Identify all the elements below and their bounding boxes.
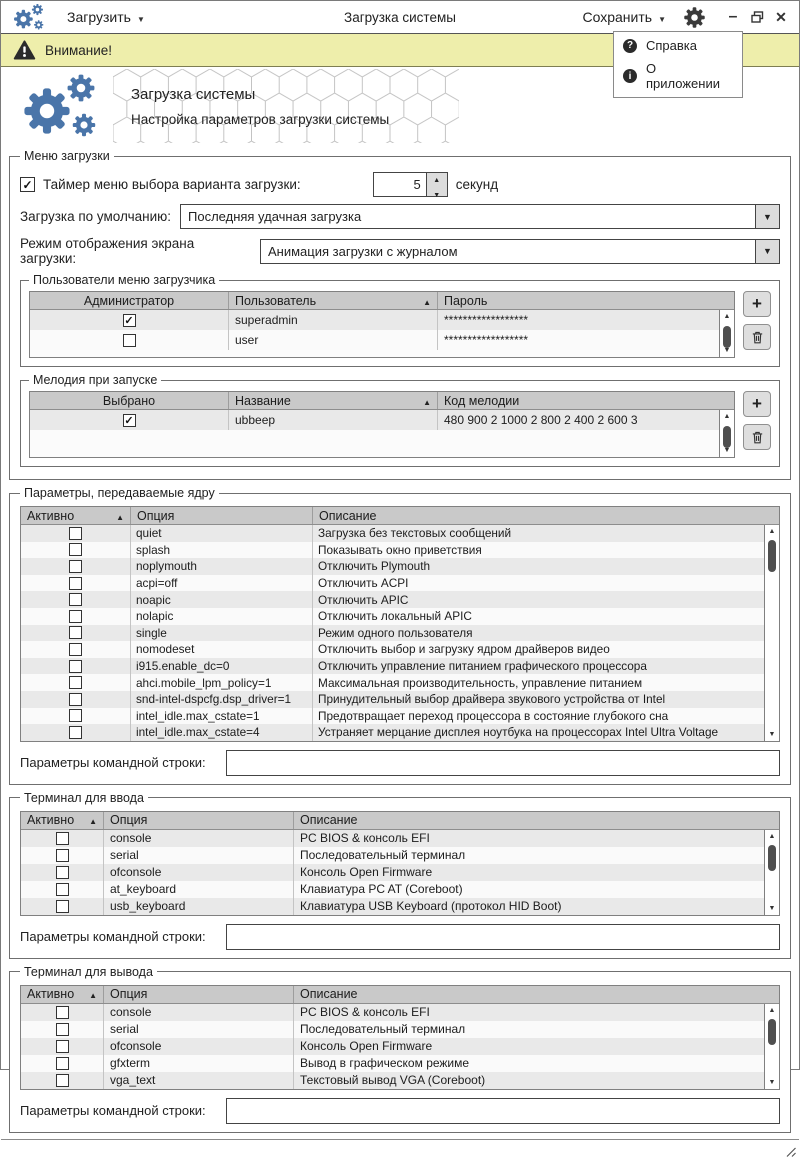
table-row[interactable] — [21, 658, 764, 675]
cell-option: single — [131, 625, 313, 642]
row-checkbox-cell[interactable] — [30, 410, 229, 430]
group-output-terminal-legend: Терминал для вывода — [24, 964, 153, 979]
melody-table — [29, 391, 735, 458]
column-header-name[interactable]: Название ▲ — [229, 392, 438, 409]
save-button-label: Сохранить — [582, 9, 653, 25]
scroll-down-icon[interactable] — [765, 728, 779, 741]
row-checkbox-cell[interactable] — [21, 830, 104, 847]
group-startup-melody — [20, 373, 780, 467]
table-row[interactable] — [21, 558, 764, 575]
chevron-down-icon — [658, 9, 666, 25]
cell-user: user — [229, 330, 438, 350]
menu-item-help[interactable] — [614, 34, 742, 57]
table-row[interactable] — [21, 525, 764, 542]
row-checkbox[interactable] — [56, 883, 69, 896]
default-boot-label: Загрузка по умолчанию: — [20, 209, 171, 224]
row-checkbox-cell[interactable] — [21, 658, 131, 675]
cell-user: superadmin — [229, 310, 438, 330]
vertical-scrollbar[interactable] — [764, 1004, 779, 1089]
trash-icon — [750, 330, 765, 345]
table-row[interactable] — [21, 1038, 764, 1055]
cell-description: Отключить ACPI — [318, 576, 409, 591]
page-title: Загрузка системы — [131, 85, 256, 103]
timer-checkbox[interactable]: ✓ — [20, 177, 35, 192]
row-checkbox-cell[interactable] — [21, 1055, 104, 1072]
top-toolbar — [1, 1, 799, 34]
sort-ascending-icon — [423, 394, 431, 408]
cell-description: Консоль Open Firmware — [300, 1039, 433, 1054]
row-checkbox[interactable] — [56, 1023, 69, 1036]
users-table-header[interactable] — [30, 292, 734, 310]
cmdline-label: Параметры командной строки: — [20, 1103, 206, 1119]
table-row[interactable] — [30, 310, 719, 330]
cell-name: ubbeep — [229, 410, 438, 430]
column-header-option[interactable]: Опция — [131, 507, 313, 524]
output-terminal-cmdline-input[interactable] — [226, 1098, 780, 1124]
cell-option: console — [104, 830, 294, 847]
row-checkbox[interactable]: ✓ — [124, 314, 134, 327]
scroll-down-icon[interactable] — [720, 344, 734, 357]
cell-description: Клавиатура USB Keyboard (протокол HID Boot) — [300, 899, 562, 914]
cell-option: serial — [104, 847, 294, 864]
row-checkbox[interactable] — [69, 709, 82, 722]
cell-description: Отключить APIC — [318, 592, 409, 607]
row-checkbox[interactable] — [56, 1057, 69, 1070]
input-terminal-cmdline-input[interactable] — [226, 924, 780, 950]
menu-item-about[interactable] — [614, 57, 742, 95]
table-row[interactable] — [21, 575, 764, 592]
cell-option: ahci.mobile_lpm_policy=1 — [131, 674, 313, 691]
row-checkbox[interactable] — [56, 1040, 69, 1053]
row-checkbox[interactable] — [56, 832, 69, 845]
row-checkbox[interactable] — [69, 577, 82, 590]
warning-triangle-icon — [13, 40, 36, 60]
cell-description: PC BIOS & консоль EFI — [300, 831, 430, 846]
table-row[interactable] — [21, 864, 764, 881]
output-terminal-table — [20, 985, 780, 1090]
cell-description: Последовательный терминал — [300, 1022, 466, 1037]
group-input-terminal — [9, 791, 791, 959]
combo-arrow-icon[interactable] — [755, 240, 779, 263]
kernel-table-header[interactable] — [21, 507, 779, 525]
cell-option: snd-intel-dspcfg.dsp_driver=1 — [131, 691, 313, 708]
output-terminal-header[interactable] — [21, 986, 779, 1004]
row-checkbox-cell[interactable] — [21, 1038, 104, 1055]
column-header-description[interactable]: Описание — [319, 508, 377, 523]
cell-option: acpi=off — [131, 575, 313, 592]
minimize-button[interactable]: – — [728, 8, 738, 25]
close-button[interactable]: ✕ — [775, 8, 787, 25]
cell-description: Отключить управление питанием графического процессора — [318, 659, 647, 674]
default-boot-value: Последняя удачная загрузка — [188, 209, 362, 224]
row-checkbox[interactable] — [69, 676, 82, 689]
table-row[interactable] — [21, 691, 764, 708]
cell-option: ofconsole — [104, 1038, 294, 1055]
table-row[interactable] — [21, 1072, 764, 1089]
table-row[interactable] — [30, 410, 719, 430]
menu-item-label: О приложении — [646, 61, 720, 91]
row-checkbox-cell[interactable] — [30, 330, 229, 350]
cell-description: Клавиатура PC AT (Coreboot) — [300, 882, 463, 897]
cell-description: Консоль Open Firmware — [300, 865, 433, 880]
load-button[interactable] — [63, 7, 149, 27]
vertical-scrollbar[interactable] — [764, 830, 779, 915]
group-startup-melody-legend: Мелодия при запуске — [33, 373, 158, 387]
cell-password: ****************** — [444, 333, 529, 347]
table-row[interactable] — [21, 591, 764, 608]
column-header-active[interactable]: Активно ▲ — [21, 986, 104, 1003]
cell-option: intel_idle.max_cstate=1 — [131, 708, 313, 725]
timer-label: Таймер меню выбора варианта загрузки: — [43, 177, 301, 192]
group-output-terminal — [9, 965, 791, 1133]
scroll-up-icon[interactable] — [720, 410, 734, 423]
column-header-option[interactable]: Опция — [104, 812, 294, 829]
menu-item-label: Справка — [646, 38, 697, 53]
sort-ascending-icon — [423, 294, 431, 308]
info-circle-icon: i — [623, 69, 637, 83]
cell-option: ofconsole — [104, 864, 294, 881]
cell-option: noplymouth — [131, 558, 313, 575]
cell-option: usb_keyboard — [104, 898, 294, 915]
table-row[interactable] — [21, 881, 764, 898]
table-row[interactable] — [21, 608, 764, 625]
cell-description: Режим одного пользователя — [318, 625, 473, 640]
scrollbar-thumb[interactable] — [768, 1019, 776, 1045]
cell-password: ****************** — [444, 313, 529, 327]
table-row[interactable] — [21, 641, 764, 658]
warning-text: Внимание! — [45, 42, 113, 58]
row-checkbox-cell[interactable] — [21, 898, 104, 915]
spinner-arrows[interactable] — [426, 173, 447, 196]
column-header-user[interactable]: Пользователь ▲ — [229, 292, 438, 309]
column-header-selected[interactable]: Выбрано — [30, 392, 229, 409]
row-checkbox-cell[interactable] — [21, 608, 131, 625]
row-checkbox-cell[interactable] — [21, 881, 104, 898]
cell-description: Максимальная производительность, управление питанием — [318, 675, 643, 690]
row-checkbox-cell[interactable] — [21, 674, 131, 691]
row-checkbox[interactable] — [69, 693, 82, 706]
table-row[interactable] — [21, 847, 764, 864]
row-checkbox-cell[interactable] — [21, 542, 131, 559]
row-checkbox[interactable] — [123, 334, 136, 347]
cell-option: nomodeset — [131, 641, 313, 658]
sort-ascending-icon — [89, 987, 97, 1001]
row-checkbox[interactable] — [69, 560, 82, 573]
vertical-scrollbar[interactable] — [719, 410, 734, 457]
cell-description: Принудительный выбор драйвера звукового устройства от Intel — [318, 692, 666, 707]
column-header-code[interactable]: Код мелодии — [444, 393, 520, 408]
input-terminal-header[interactable] — [21, 812, 779, 830]
spin-up-icon[interactable] — [433, 170, 440, 185]
input-terminal-table — [20, 811, 780, 916]
table-row[interactable] — [21, 625, 764, 642]
row-checkbox-cell[interactable] — [21, 575, 131, 592]
row-checkbox-cell[interactable] — [21, 1021, 104, 1038]
row-checkbox[interactable] — [69, 626, 82, 639]
display-mode-combobox[interactable] — [260, 239, 780, 264]
kernel-cmdline-input[interactable] — [226, 750, 780, 776]
hero-gears-icon — [17, 73, 109, 139]
row-checkbox-cell[interactable] — [21, 625, 131, 642]
scroll-down-icon[interactable] — [765, 902, 779, 915]
table-row[interactable] — [21, 542, 764, 559]
scrollbar-thumb[interactable] — [768, 540, 776, 572]
status-bar — [1, 1139, 799, 1160]
table-row[interactable] — [21, 674, 764, 691]
row-checkbox-cell[interactable] — [21, 525, 131, 542]
column-header-description[interactable]: Описание — [300, 987, 358, 1002]
column-header-admin[interactable]: Администратор — [30, 292, 229, 309]
row-checkbox[interactable] — [69, 527, 82, 540]
table-row[interactable] — [21, 708, 764, 725]
group-kernel-params-legend: Параметры, передаваемые ядру — [24, 486, 215, 500]
add-melody-button[interactable] — [743, 391, 771, 417]
melody-table-header[interactable] — [30, 392, 734, 410]
row-checkbox-cell[interactable] — [21, 558, 131, 575]
sort-ascending-icon — [116, 509, 124, 523]
help-circle-icon: ? — [623, 39, 637, 53]
cell-description: Отключить локальный APIC — [318, 609, 472, 624]
cell-description: Отключить Plymouth — [318, 559, 431, 574]
timer-spinner[interactable] — [373, 172, 448, 197]
group-input-terminal-legend: Терминал для ввода — [24, 790, 144, 805]
resize-grip[interactable] — [785, 1146, 797, 1158]
scroll-down-icon[interactable] — [765, 1076, 779, 1089]
cell-description: Загрузка без текстовых сообщений — [318, 526, 512, 541]
group-boot-users-legend: Пользователи меню загрузчика — [33, 273, 216, 287]
cell-option: vga_text — [104, 1072, 294, 1089]
plus-icon: + — [752, 294, 762, 313]
spin-down-icon[interactable] — [433, 185, 440, 200]
settings-gear-icon[interactable] — [684, 7, 705, 28]
display-mode-value: Анимация загрузки с журналом — [268, 243, 458, 259]
row-checkbox-cell[interactable] — [21, 1072, 104, 1089]
settings-dropdown-menu — [613, 31, 743, 98]
cell-option: gfxterm — [104, 1055, 294, 1072]
row-checkbox-cell[interactable] — [21, 691, 131, 708]
cell-option: serial — [104, 1021, 294, 1038]
window-title: Загрузка системы — [344, 9, 456, 25]
row-checkbox-cell[interactable] — [21, 641, 131, 658]
group-boot-users — [20, 273, 780, 367]
cell-description: Вывод в графическом режиме — [300, 1056, 470, 1071]
column-header-option[interactable]: Опция — [104, 986, 294, 1003]
cell-option: console — [104, 1004, 294, 1021]
table-row[interactable] — [30, 330, 719, 350]
group-boot-menu — [9, 149, 791, 480]
chevron-down-icon — [137, 9, 145, 25]
trash-icon — [750, 430, 765, 445]
row-checkbox[interactable] — [56, 900, 69, 913]
cell-option: i915.enable_dc=0 — [131, 658, 313, 675]
cell-description: Предотвращает переход процессора в состояние глубокого сна — [318, 708, 669, 723]
sort-ascending-icon — [89, 813, 97, 827]
column-header-active[interactable]: Активно ▲ — [21, 812, 104, 829]
cell-description: Устраняет мерцание дисплея ноутбука на процессорах Intel Ultra Voltage — [318, 725, 719, 740]
plus-icon: + — [752, 394, 762, 413]
users-table — [29, 291, 735, 358]
cell-option: at_keyboard — [104, 881, 294, 898]
table-row[interactable] — [21, 1021, 764, 1038]
group-boot-menu-legend: Меню загрузки — [24, 149, 110, 163]
vertical-scrollbar[interactable] — [764, 525, 779, 741]
row-checkbox[interactable] — [69, 726, 82, 739]
column-header-description[interactable]: Описание — [300, 813, 358, 828]
table-row[interactable] — [21, 724, 764, 741]
cell-description: Текстовый вывод VGA (Coreboot) — [300, 1073, 486, 1088]
row-checkbox[interactable] — [69, 643, 82, 656]
row-checkbox-cell[interactable] — [21, 847, 104, 864]
kernel-params-table — [20, 506, 780, 742]
restore-button[interactable] — [749, 9, 765, 25]
row-checkbox-cell[interactable] — [21, 591, 131, 608]
row-checkbox[interactable]: ✓ — [124, 414, 134, 427]
save-button[interactable] — [579, 7, 671, 27]
cell-option: nolapic — [131, 608, 313, 625]
group-kernel-params — [9, 486, 791, 785]
cell-option: quiet — [131, 525, 313, 542]
scrollbar-thumb[interactable] — [768, 845, 776, 871]
add-user-button[interactable] — [743, 291, 771, 317]
row-checkbox[interactable] — [69, 660, 82, 673]
cell-description: Последовательный терминал — [300, 848, 466, 863]
row-checkbox[interactable] — [56, 1074, 69, 1087]
vertical-scrollbar[interactable] — [719, 310, 734, 357]
combo-arrow-icon[interactable] — [755, 205, 779, 228]
scroll-up-icon[interactable] — [765, 1004, 779, 1017]
scroll-up-icon[interactable] — [765, 830, 779, 843]
cmdline-label: Параметры командной строки: — [20, 755, 206, 771]
row-checkbox-cell[interactable] — [21, 708, 131, 725]
cell-code: 480 900 2 1000 2 800 2 400 2 600 3 — [444, 413, 638, 427]
scroll-up-icon[interactable] — [765, 525, 779, 538]
row-checkbox-cell[interactable] — [30, 310, 229, 330]
row-checkbox-cell[interactable] — [21, 724, 131, 741]
display-mode-label: Режим отображения экрана загрузки: — [20, 236, 195, 266]
scroll-down-icon[interactable] — [720, 444, 734, 457]
row-checkbox[interactable] — [56, 1006, 69, 1019]
delete-user-button[interactable] — [743, 324, 771, 350]
cell-description: PC BIOS & консоль EFI — [300, 1005, 430, 1020]
table-row[interactable] — [21, 1055, 764, 1072]
cmdline-label: Параметры командной строки: — [20, 929, 206, 945]
row-checkbox[interactable] — [69, 543, 82, 556]
timer-unit-label: секунд — [455, 177, 499, 192]
page-subtitle: Настройка параметров загрузки системы — [131, 111, 390, 127]
column-header-password[interactable]: Пароль — [444, 293, 488, 308]
scroll-up-icon[interactable] — [720, 310, 734, 323]
cell-description: Отключить выбор и загрузку ядром драйверов видео — [318, 642, 610, 657]
row-checkbox[interactable] — [56, 866, 69, 879]
row-checkbox-cell[interactable] — [21, 864, 104, 881]
row-checkbox[interactable] — [69, 593, 82, 606]
column-header-active[interactable]: Активно ▲ — [21, 507, 131, 524]
table-row[interactable] — [21, 830, 764, 847]
load-button-label: Загрузить — [67, 9, 131, 25]
cell-option: intel_idle.max_cstate=4 — [131, 724, 313, 741]
table-row[interactable] — [21, 898, 764, 915]
default-boot-combobox[interactable] — [180, 204, 780, 229]
row-checkbox-cell[interactable] — [21, 1004, 104, 1021]
delete-melody-button[interactable] — [743, 424, 771, 450]
cell-description: Показывать окно приветствия — [318, 542, 482, 557]
row-checkbox[interactable] — [56, 849, 69, 862]
cell-option: noapic — [131, 591, 313, 608]
timer-value[interactable]: 5 — [374, 173, 426, 196]
table-row[interactable] — [21, 1004, 764, 1021]
app-logo-gears-icon — [11, 3, 49, 31]
cell-option: splash — [131, 542, 313, 559]
row-checkbox[interactable] — [69, 610, 82, 623]
